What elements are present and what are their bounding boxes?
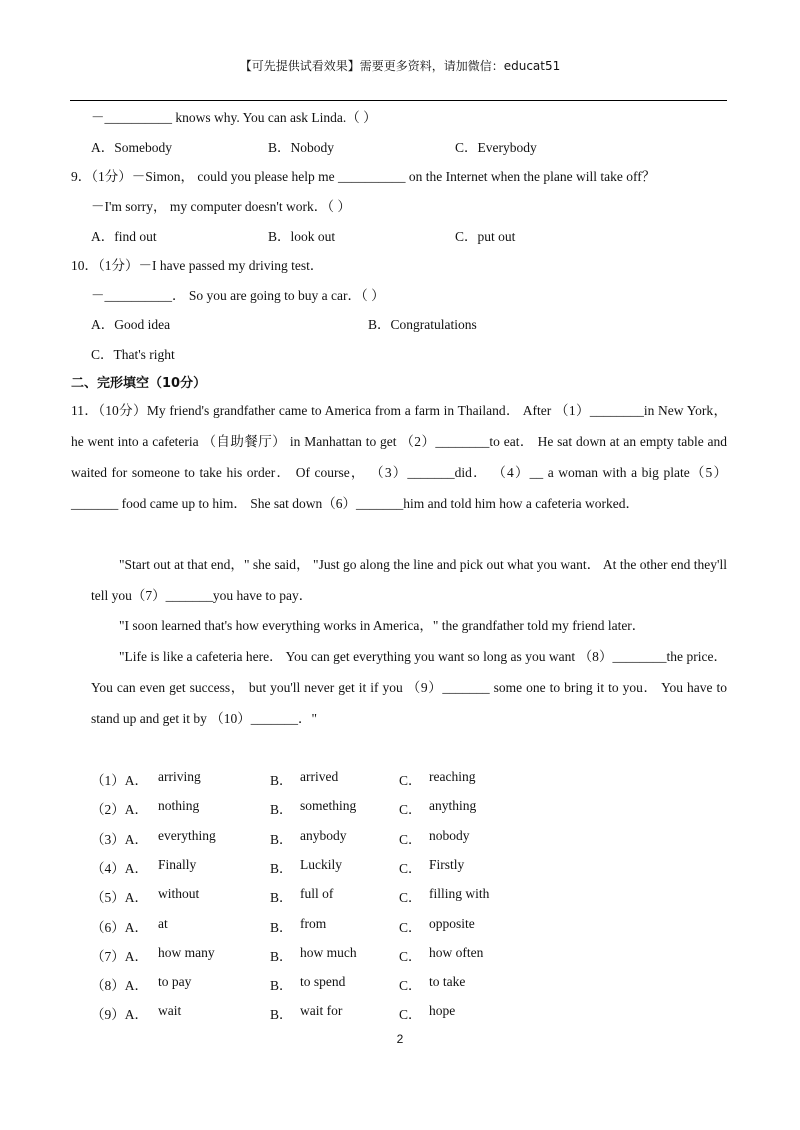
choice-b: from: [300, 916, 327, 931]
choice-number: （6）A．: [91, 920, 148, 935]
choice-b: Luckily: [300, 857, 342, 872]
choice-a: at: [158, 916, 168, 931]
choice-number: （3）A．: [91, 832, 148, 847]
choice-c: to take: [429, 974, 466, 989]
choice-a: everything: [158, 828, 216, 843]
choice-c-label: C．: [399, 1007, 422, 1022]
choice-number: （8）A．: [91, 978, 148, 993]
choice-b: anybody: [300, 828, 347, 843]
choice-c-label: C．: [399, 890, 422, 905]
choice-a: Finally: [158, 857, 197, 872]
choice-c: how often: [429, 945, 484, 960]
q8-option-a: A．Somebody: [91, 140, 172, 155]
choice-b-label: B．: [270, 920, 293, 935]
cloze-paragraph-3: "I soon learned that's how everything works in America，" the grandfather told my friend later．: [119, 618, 646, 633]
choice-b-label: B．: [270, 978, 293, 993]
choice-c: filling with: [429, 886, 490, 901]
q9-option-b: B．look out: [268, 229, 336, 244]
choice-a: arriving: [158, 769, 201, 784]
header-divider: [70, 100, 727, 101]
choice-a: nothing: [158, 798, 200, 813]
section-title-cloze: 二、完形填空（10分）: [71, 376, 207, 391]
q9-option-c: C．put out: [455, 229, 516, 244]
choice-b: full of: [300, 886, 334, 901]
choice-a: without: [158, 886, 200, 901]
choice-b: how much: [300, 945, 357, 960]
q9-response: －I'm sorry， my computer doesn't work．（ ）: [91, 199, 351, 214]
q9-option-a: A．find out: [91, 229, 157, 244]
choice-c-label: C．: [399, 978, 422, 993]
choice-c-label: C．: [399, 920, 422, 935]
choice-c: nobody: [429, 828, 470, 843]
q10-option-b: B．Congratulations: [368, 317, 477, 332]
choice-c-label: C．: [399, 832, 422, 847]
choice-number: （2）A．: [91, 802, 148, 817]
q8-option-c: C．Everybody: [455, 140, 537, 155]
choice-c: reaching: [429, 769, 476, 784]
q9-question: 9．（1分）－Simon， could you please help me __________ on the Internet when the plane will take off？: [71, 169, 656, 184]
choice-b: something: [300, 798, 357, 813]
choice-c: Firstly: [429, 857, 465, 872]
page-number: 2: [396, 1032, 404, 1046]
choice-c: opposite: [429, 916, 475, 931]
choice-b-label: B．: [270, 861, 293, 876]
page-header: 【可先提供试看效果】需要更多资料，请加微信：educat51: [239, 59, 561, 73]
choice-a: to pay: [158, 974, 192, 989]
cloze-paragraph-1: [71, 395, 727, 519]
choice-b: wait for: [300, 1003, 343, 1018]
choice-number: （5）A．: [91, 890, 148, 905]
choice-b-label: B．: [270, 949, 293, 964]
choice-b: to spend: [300, 974, 346, 989]
choice-c-label: C．: [399, 949, 422, 964]
choice-a: how many: [158, 945, 215, 960]
choice-b-label: B．: [270, 773, 293, 788]
choice-b-label: B．: [270, 802, 293, 817]
choice-b-label: B．: [270, 1007, 293, 1022]
choice-c: anything: [429, 798, 477, 813]
q10-option-c: C．That's right: [91, 347, 175, 362]
choice-c-label: C．: [399, 802, 422, 817]
q10-question: 10．（1分）－I have passed my driving test．: [71, 258, 324, 273]
cloze-paragraph-4: "Life is like a cafeteria here． You can get everything you want so long as you want （8）________the price． You can even get success， but you'll never get it if you （9）_______ some one to bring it to you． You have to stand up and get it by （10）_______．": [91, 649, 727, 726]
choice-c: hope: [429, 1003, 456, 1018]
q10-response: －__________． So you are going to buy a car．（ ）: [91, 288, 385, 303]
choice-c-label: C．: [399, 861, 422, 876]
choice-b: arrived: [300, 769, 339, 784]
choice-b-label: B．: [270, 890, 293, 905]
choice-b-label: B．: [270, 832, 293, 847]
choice-number: （1）A．: [91, 773, 148, 788]
q8-option-b: B．Nobody: [268, 140, 335, 155]
q8-line: －__________ knows why. You can ask Linda.（ ）: [91, 110, 377, 125]
choice-c-label: C．: [399, 773, 422, 788]
choice-number: （9）A．: [91, 1007, 148, 1022]
choice-number: （7）A．: [91, 949, 148, 964]
choice-a: wait: [158, 1003, 182, 1018]
choice-number: （4）A．: [91, 861, 148, 876]
cloze-paragraph-2: "Start out at that end，" she said， "Just go along the line and pick out what you want． At the other end they'll tell you（7）_______you have to pay．: [91, 557, 727, 603]
q10-option-a: A．Good idea: [91, 317, 171, 332]
cloze-paragraph-1-text: 11．（10分）My friend's grandfather came to America from a farm in Thailand． After （1）________in New York， he went into a cafeteria （自助餐厅） in Manhattan to get （2）________to eat． He sat down at an empty table and waited for someone to take his order． Of course， （3）_______did． （4）__ a woman with a big plate（5）_______ food came up to him． She sat down（6）_______him and told him how a cafeteria worked．: [71, 403, 727, 511]
